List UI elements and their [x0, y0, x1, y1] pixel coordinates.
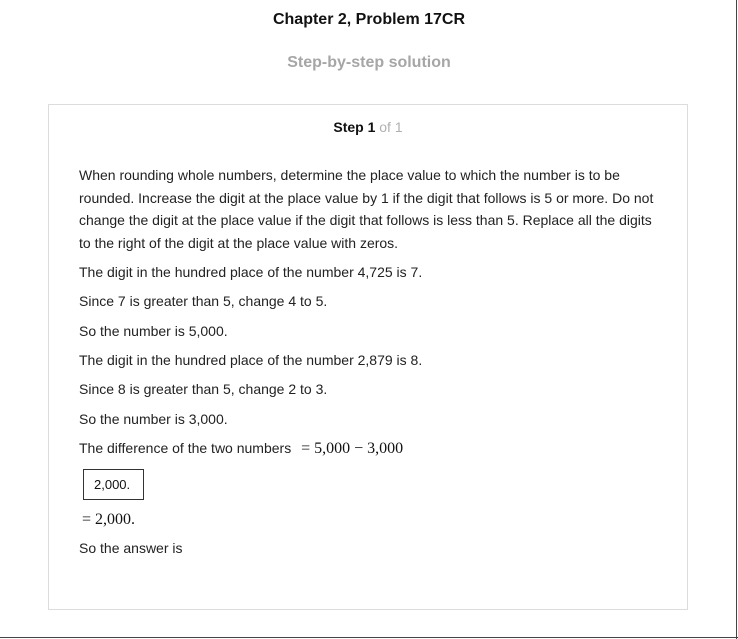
- step-header: [49, 119, 687, 135]
- step-count: of 1: [379, 119, 403, 135]
- result-expression: = 2,000.: [82, 511, 136, 528]
- result-line: [82, 508, 662, 532]
- answer-box: 2,000.: [83, 469, 144, 500]
- solution-line-1: The digit in the hundred place of the number 4,725 is 7.: [79, 264, 423, 280]
- solution-line-6: So the number is 3,000.: [79, 411, 228, 427]
- difference-expression: = 5,000 − 3,000: [301, 440, 404, 457]
- solution-subtitle: Step-by-step solution: [287, 54, 451, 71]
- solution-line-3: So the number is 5,000.: [79, 323, 228, 339]
- right-border: [736, 0, 737, 639]
- solution-card: [48, 104, 688, 610]
- answer-intro: So the answer is: [79, 540, 183, 556]
- solution-line-2: Since 7 is greater than 5, change 4 to 5.: [79, 293, 328, 309]
- bottom-border: [0, 637, 738, 638]
- difference-text: The difference of the two numbers: [79, 440, 292, 456]
- solution-line-5: Since 8 is greater than 5, change 2 to 3.: [79, 381, 328, 397]
- rounding-explanation: When rounding whole numbers, determine the place value to which the number is to be rounded. Increase the digit at the place value by 1 if the digit that follows is 5 or more. Do not change the digit at the place value if the digit that follows is less than 5. Replace all the digits to the right of the digit at the place value with zeros.: [79, 167, 654, 251]
- step-label: Step 1: [333, 119, 376, 135]
- solution-line-4: The digit in the hundred place of the number 2,879 is 8.: [79, 352, 423, 368]
- difference-line: [79, 437, 659, 461]
- page-title: Chapter 2, Problem 17CR: [272, 11, 466, 28]
